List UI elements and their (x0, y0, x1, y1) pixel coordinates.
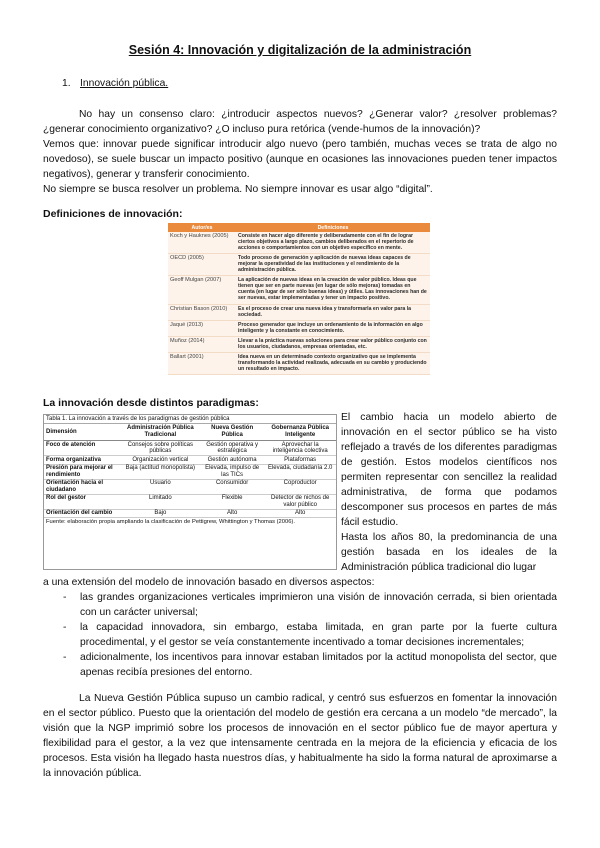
definitions-header-author: Autor/es (168, 223, 236, 232)
list-item: adicionalmente, los incentivos para innovar estaban limitados por la actitud monopolista del sector, que apenas recibía presiones del entorno. (80, 652, 557, 678)
definitions-header-definition: Definiciones (236, 223, 430, 232)
table-row: Orientación del cambio Bajo Alto Alto (44, 509, 336, 518)
intro-paragraph-1: No hay un consenso claro: ¿introducir aspectos nuevos? ¿Generar valor? ¿resolver problemas? ¿generar conocimiento organizativo? ¿O incluso pura retórica (vende-humos de la innovación)? (43, 109, 557, 135)
table-row: Orientación hacia el ciudadano Usuario Consumidor Coproductor (44, 479, 336, 494)
intro-paragraph-2: Vemos que: innovar puede significar introducir algo nuevo (pero también, muchas veces se trata de algo no novedoso), se suele buscar un impacto positivo (aunque en ocasiones las innovaciones pueden tener impactos negativos), generar y transferir conocimiento. (43, 139, 557, 180)
column-header: Gobernanza Pública Inteligente (264, 424, 336, 441)
table-row: Forma organizativa Organización vertical Gestión autónoma Plataformas (44, 456, 336, 465)
table-row: Christian Bason (2010) Es el proceso de crear una nueva idea y transformarla en valor para la sociedad. (168, 305, 430, 321)
definitions-table (168, 223, 430, 375)
paradigms-heading: La innovación desde distintos paradigmas: (43, 397, 259, 409)
table-row: Muñoz (2014) Llevar a la práctica nuevas soluciones para crear valor público conjunto con los usuarios, ciudadanos, empresas orientadas, etc. (168, 336, 430, 352)
bullet-marker: - (63, 652, 67, 663)
table-row: OECD (2005) Todo proceso de generación y aplicación de nuevas ideas capaces de mejorar la operatividad de las instituciones y el rendimiento de la administración pública. (168, 254, 430, 276)
table-row: Presión para mejorar el rendimiento Baja (actitud monopolista) Elevada, impulso de las TICs Elevada, ciudadanía 2.0 (44, 464, 336, 479)
paradigms-side-text-2: Hasta los años 80, la predominancia de una gestión basada en los ideales de la Administración pública tradicional dio lugar (341, 532, 557, 573)
table-row: Foco de atención Consejos sobre políticas públicas Gestión operativa y estratégica Aprovechar la inteligencia colectiva (44, 441, 336, 456)
paradigms-table-source: Fuente: elaboración propia ampliando la clasificación de Pettigrew, Whittington y Thomas (2006). (46, 519, 295, 525)
column-header: Nueva Gestión Pública (200, 424, 264, 441)
column-header: Administración Pública Tradicional (121, 424, 200, 441)
table-row: Jaqué (2013) Proceso generador que incluye un ordenamiento de la información en algo inteligente y la constante en conocimiento. (168, 320, 430, 336)
table-row: Rol del gestor Limitado Flexible Detector de nichos de valor público (44, 494, 336, 509)
list-item: las grandes organizaciones verticales imprimieron una visión de innovación cerrada, si bien orientada con un carácter universal; (80, 592, 557, 618)
column-header: Dimensión (44, 424, 121, 441)
section-number: 1. (62, 78, 71, 89)
paradigms-table-caption: Tabla 1. La innovación a través de los paradigmas de gestión pública (44, 415, 336, 424)
table-row: Geoff Mulgan (2007) La aplicación de nuevas ideas en la creación de valor público. Ideas que tienen que ser en parte nuevas (en lugar de sólo mejoras) tomadas en cuenta (en lugar de ser sólo buenas ideas) y útiles. Las innovaciones han de ser nuevas, estar implementadas y tener un impacto positivo. (168, 276, 430, 305)
paradigms-continuation: a una extensión del modelo de innovación basado en diversos aspectos: (43, 577, 375, 588)
definitions-heading: Definiciones de innovación: (43, 208, 183, 220)
table-row: Koch y Hauknes (2005) Consiste en hacer algo diferente y deliberadamente con el fin de lograr ciertos objetivos a largo plazo, cambios deliberados en el repertorio de acciones o comportamientos con un objetivo específico en mente. (168, 232, 430, 254)
list-item: la capacidad innovadora, sin embargo, estaba limitada, en gran parte por la fuerte cultura procedimental, y el gestor se veía constantemente incentivado a tomar decisiones incrementales; (80, 622, 557, 648)
paradigms-side-text: El cambio hacia un modelo abierto de innovación en el sector público se ha visto reflejado a través de los diferentes paradigmas de gestión. Estos modelos científicos nos permiten representar con sencillez la realidad administrativa, de forma que podamos descomponer sus procesos en partes de más fácil estudio. (341, 412, 557, 528)
table-row: Ballart (2001) Idea nueva en un determinado contexto organizativo que se implementa transformando la actividad realizada, adecuada en su cambio y produciendo un resultado en impacto. (168, 352, 430, 374)
closing-paragraph: La Nueva Gestión Pública supuso un cambio radical, y centró sus esfuerzos en fomentar la innovación en el sector público. Puesto que la orientación del modelo de gestión era cercana a un modelo “de mercado”, la visión que la NGP imprimió sobre los procesos de innovación en el sector público fue de mayor apertura y flexibilidad para el gestor, a la vez que intensamente centrada en la mejora de la eficiencia y eficacia de los procesos. Esta visión ha llegado hasta nuestros días, y habitualmente ha sido la forma natural de aproximarse a la innovación pública. (43, 693, 557, 779)
paradigms-table (43, 414, 337, 570)
page-title: Sesión 4: Innovación y digitalización de la administración (128, 43, 472, 57)
section-heading: Innovación pública. (80, 78, 169, 89)
intro-paragraph-3: No siempre se busca resolver un problema. No siempre innovar es usar algo “digital”. (43, 184, 433, 195)
bullet-marker: - (63, 592, 67, 603)
bullet-marker: - (63, 622, 67, 633)
